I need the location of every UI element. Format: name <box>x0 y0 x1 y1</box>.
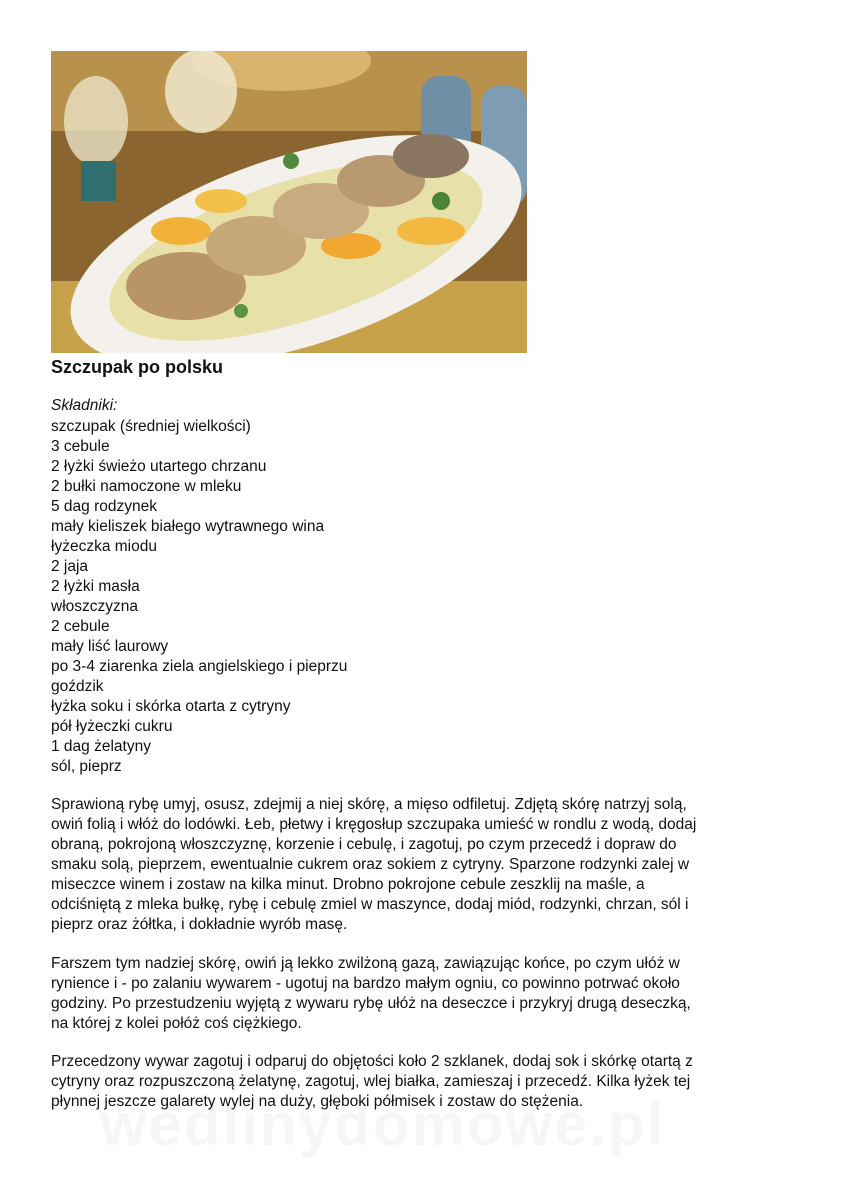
ingredient-item: 2 cebule <box>51 618 110 635</box>
ingredient-item: 2 łyżki masła <box>51 578 140 595</box>
ingredient-item: 5 dag rodzynek <box>51 498 157 515</box>
ingredients-heading: Składniki: <box>51 397 118 414</box>
ingredient-item: 2 bułki namoczone w mleku <box>51 478 242 495</box>
ingredient-item: 1 dag żelatyny <box>51 738 151 755</box>
ingredients-list <box>51 417 347 777</box>
recipe-title: Szczupak po polsku <box>51 357 224 377</box>
dish-photo <box>51 51 527 353</box>
ingredient-item: 2 jaja <box>51 558 89 575</box>
ingredient-item: mały kieliszek białego wytrawnego wina <box>51 518 325 535</box>
ingredient-item: łyżka soku i skórka otarta z cytryny <box>51 698 291 715</box>
ingredient-item: mały liść laurowy <box>51 638 169 655</box>
ingredient-item: szczupak (średniej wielkości) <box>51 418 251 435</box>
ingredient-item: pół łyżeczki cukru <box>51 718 173 735</box>
instructions-paragraph-2: Farszem tym nadziej skórę, owiń ją lekko zwilżoną gazą, zawiązując końce, po czym ułóż w rynience i - po zalaniu wywarem - ugotuj na bardzo małym ogniu, co powinno potrwać około godziny. Po przestudzeniu wyjętą z wywaru rybę ułóż na deseczce i przykryj drugą deseczką, na której z kolei połóż coś ciężkiego. <box>51 955 691 1032</box>
instructions-paragraph-1: Sprawioną rybę umyj, osusz, zdejmij a niej skórę, a mięso odfiletuj. Zdjętą skórę natrzyj solą, owiń folią i włóż do lodówki. Łeb, płetwy i kręgosłup szczupaka umieść w rondlu z wodą, dodaj obraną, pokrojoną włoszczyznę, korzenie i cebulę, i zagotuj, po czym przecedź i dopraw do smaku solą, pieprzem, ewentualnie cukrem oraz sokiem z cytryny. Sparzone rodzynki zalej w miseczce winem i zostaw na kilka minut. Drobno pokrojone cebule zeszklij na maśle, a odciśniętą z mleka bułkę, rybę i cebulę zmiel w maszynce, dodaj miód, rodzynki, chrzan, sól i pieprz oraz żółtka, i dokładnie wyrób masę. <box>51 796 697 933</box>
ingredient-item: łyżeczka miodu <box>51 538 157 555</box>
ingredient-item: po 3-4 ziarenka ziela angielskiego i pieprzu <box>51 658 348 675</box>
instructions-paragraph-3: Przecedzony wywar zagotuj i odparuj do objętości koło 2 szklanek, dodaj sok i skórkę otartą z cytryny oraz rozpuszczoną żelatynę, zagotuj, wlej białka, zamieszaj i przecedź. Kilka łyżek tej płynnej jeszcze galarety wylej na duży, głęboki półmisek i zostaw do stężenia. <box>51 1053 693 1110</box>
ingredient-item: goździk <box>51 678 104 695</box>
ingredient-item: 3 cebule <box>51 438 110 455</box>
ingredient-item: włoszczyzna <box>51 598 138 615</box>
stuffed-pike-platter-image <box>51 51 527 353</box>
ingredient-item: 2 łyżki świeżo utartego chrzanu <box>51 458 267 475</box>
site-watermark <box>100 1090 665 1159</box>
ingredient-item: sól, pieprz <box>51 758 122 775</box>
